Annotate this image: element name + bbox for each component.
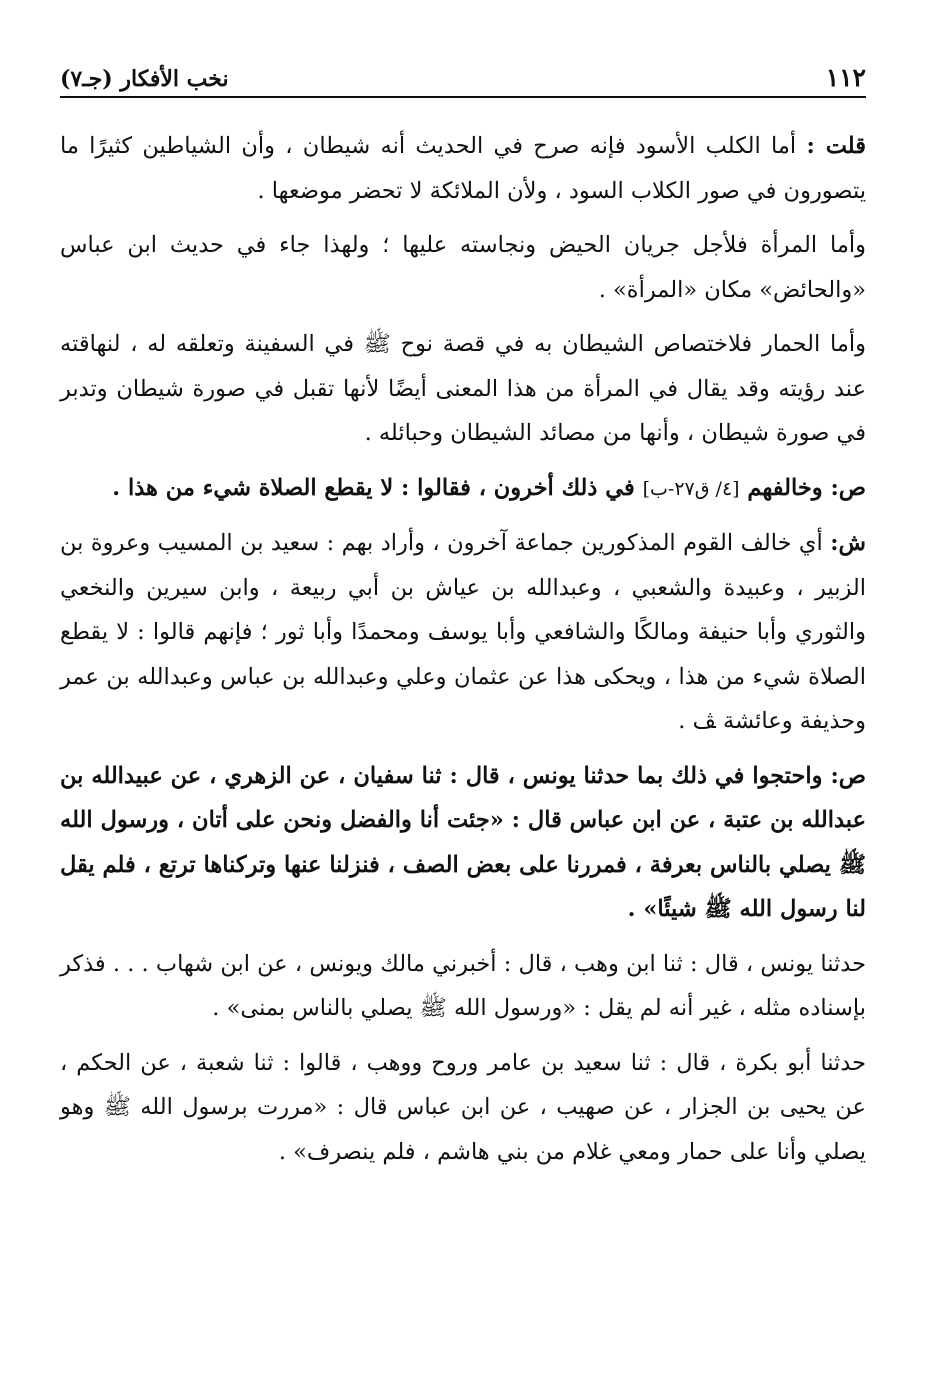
page-body	[60, 124, 866, 1174]
paragraph-text: في ذلك أخرون ، فقالوا : لا يقطع الصلاة شيء من هذا .	[112, 474, 643, 501]
paragraph-hadith-yunus	[60, 942, 866, 1031]
paragraph-text: حدثنا يونس ، قال : ثنا ابن وهب ، قال : أخبرني مالك ويونس ، عن ابن شهاب . . . فذكر بإسناده مثله ، غير أنه لم يقل : «ورسول الله ﷺ يصلي بالناس بمنى» .	[60, 950, 866, 1021]
paragraph-woman	[60, 223, 866, 312]
paragraph-label: ص:	[830, 474, 866, 501]
page-number: ١١٢	[825, 63, 866, 92]
paragraph-text-sad	[60, 466, 866, 512]
paragraph-donkey	[60, 322, 866, 456]
paragraph-label: ش:	[830, 530, 866, 556]
page-header	[60, 52, 866, 98]
manuscript-reference: [٤/ ق٢٧-ب]	[642, 477, 740, 500]
paragraph-text-lead: وخالفهم	[739, 474, 831, 501]
paragraph-text: وأما الحمار فلاختصاص الشيطان به في قصة نوح ﷺ في السفينة وتعلقه له ، لنهاقته عند رؤيته وقد يقال في المرأة من هذا المعنى أيضًا لأنها تقبل في صورة شيطان وتدبر في صورة شيطان ، وأنها من مصائد الشيطان وحبائله .	[60, 331, 866, 446]
paragraph-hadith-abu-bakra	[60, 1041, 866, 1175]
paragraph-text: أما الكلب الأسود فإنه صرح في الحديث أنه شيطان ، وأن الشياطين كثيرًا ما يتصورون في صور الكلاب السود ، ولأن الملائكة لا تحضر موضعها .	[60, 133, 866, 204]
paragraph-label: قلت :	[806, 133, 866, 159]
paragraph-hadith-ibn-abbas	[60, 754, 866, 932]
paragraph-commentary-shin	[60, 521, 866, 744]
paragraph-text: أي خالف القوم المذكورين جماعة آخرون ، وأراد بهم : سعيد بن المسيب وعروة بن الزبير ، وعبيدة والشعبي ، وعبدالله بن عياش بن أبي ربيعة ، وابن سيرين والنخعي والثوري وأبا حنيفة ومالكًا والشافعي وأبا يوسف ومحمدًا وأبا ثور ؛ فإنهم قالوا : لا يقطع الصلاة شيء من هذا ، ويحكى هذا عن عثمان وعلي وعبدالله بن عباس وعبدالله بن عمر وحذيفة وعائشة ﭫ .	[60, 530, 866, 734]
paragraph-label: ص:	[830, 762, 866, 789]
paragraph-text: وأما المرأة فلأجل جريان الحيض ونجاسته عليها ؛ ولهذا جاء في حديث ابن عباس «والحائض» مكان «المرأة» .	[60, 232, 866, 303]
book-title: نخب الأفكار (جـ٧)	[60, 66, 229, 92]
paragraph-text: حدثنا أبو بكرة ، قال : ثنا سعيد بن عامر وروح ووهب ، قالوا : ثنا شعبة ، عن الحكم ، عن يحيى بن الجزار ، عن صهيب ، عن ابن عباس قال : «مررت برسول الله ﷺ وهو يصلي وأنا على حمار ومعي غلام من بني هاشم ، فلم ينصرف» .	[60, 1049, 866, 1165]
book-page	[60, 52, 866, 1342]
paragraph-text: واحتجوا في ذلك بما حدثنا يونس ، قال : ثنا سفيان ، عن الزهري ، عن عبيدالله بن عبدالله بن عتبة ، عن ابن عباس قال : «جئت أنا والفضل ونحن على أتان ، ورسول الله ﷺ يصلي بالناس بعرفة ، فمررنا على بعض الصف ، فنزلنا عنها وتركناها ترتع ، فلم يقل لنا رسول الله ﷺ شيئًا» .	[60, 762, 866, 922]
paragraph-comment-black-dog	[60, 124, 866, 213]
